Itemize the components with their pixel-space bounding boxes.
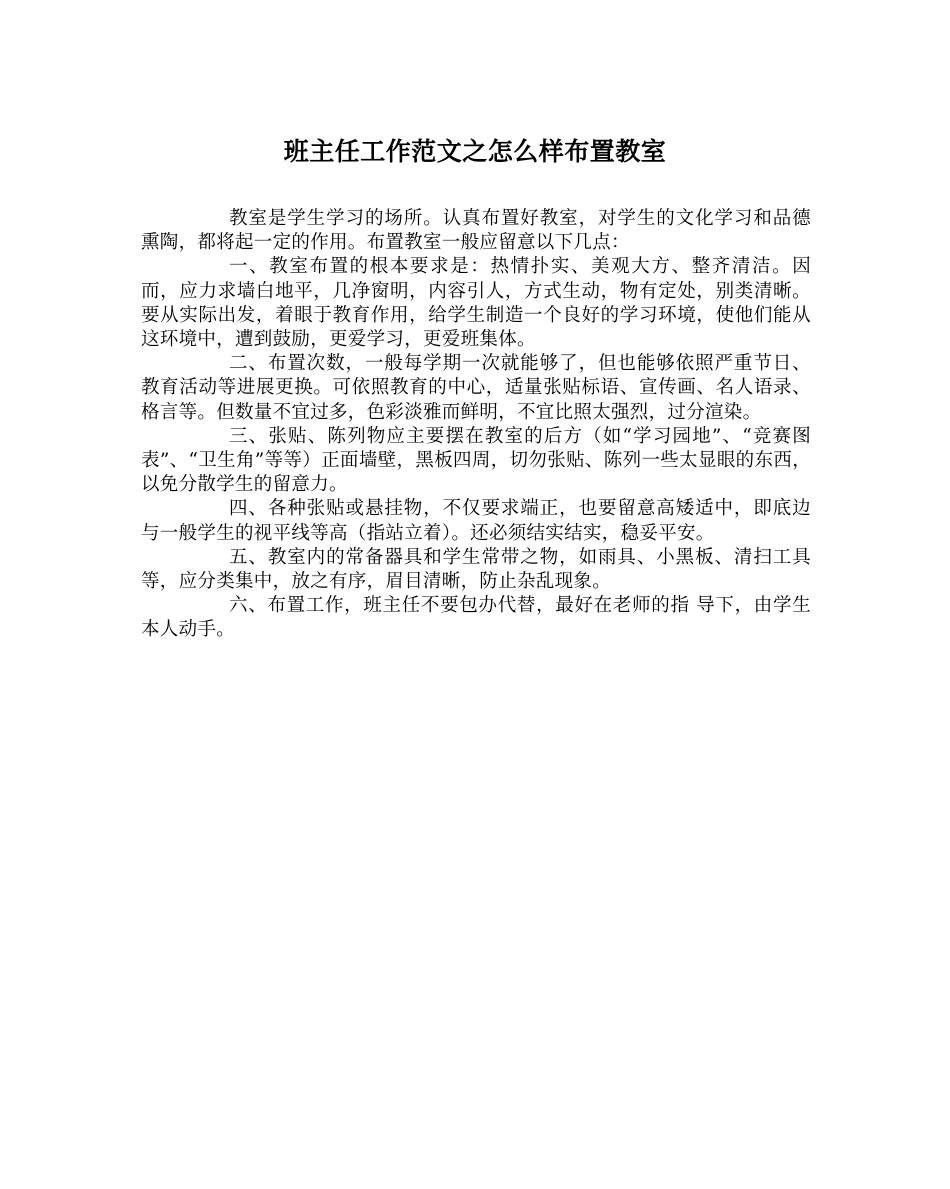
document-title: 班主任工作范文之怎么样布置教室 (283, 137, 667, 166)
document-body (141, 207, 811, 643)
paragraph-point-5: 五、教室内的常备器具和学生常带之物，如雨具、小黑板、清扫工具等，应分类集中，放之有序，眉目清晰，防止杂乱现象。 (141, 546, 811, 593)
paragraph-intro: 教室是学生学习的场所。认真布置好教室，对学生的文化学习和品德熏陶，都将起一定的作用。布置教室一般应留意以下几点： (141, 208, 811, 254)
paragraph-point-2: 二、布置次数，一般每学期一次就能够了，但也能够依照严重节日、教育活动等进展更换。可依照教育的中心，适量张贴标语、宣传画、名人语录、格言等。但数量不宜过多，色彩淡雅而鲜明，不宜比照太强烈，过分渲染。 (141, 353, 811, 423)
paragraph-point-4: 四、各种张贴或悬挂物，不仅要求端正，也要留意高矮适中，即底边与一般学生的视平线等高（指站立着）。还必须结实结实，稳妥平安。 (141, 498, 811, 544)
paragraph-point-3: 三、张贴、陈列物应主要摆在教室的后方（如“学习园地”、“竞赛图表”、“卫生角”等等）正面墙壁，黑板四周，切勿张贴、陈列一些太显眼的东西，以免分散学生的留意力。 (141, 425, 811, 496)
paragraph-point-1: 一、教室布置的根本要求是：热情扑实、美观大方、整齐清洁。因而，应力求墙白地平，几净窗明，内容引人，方式生动，物有定处，别类清晰。要从实际出发，着眼于教育作用，给学生制造一个良好的学习环境，使他们能从这环境中，遭到鼓励，更爱学习，更爱班集体。 (141, 256, 811, 351)
paragraph-point-6: 六、布置工作，班主任不要包办代替，最好在老师的指 导下，由学生本人动手。 (141, 595, 811, 641)
